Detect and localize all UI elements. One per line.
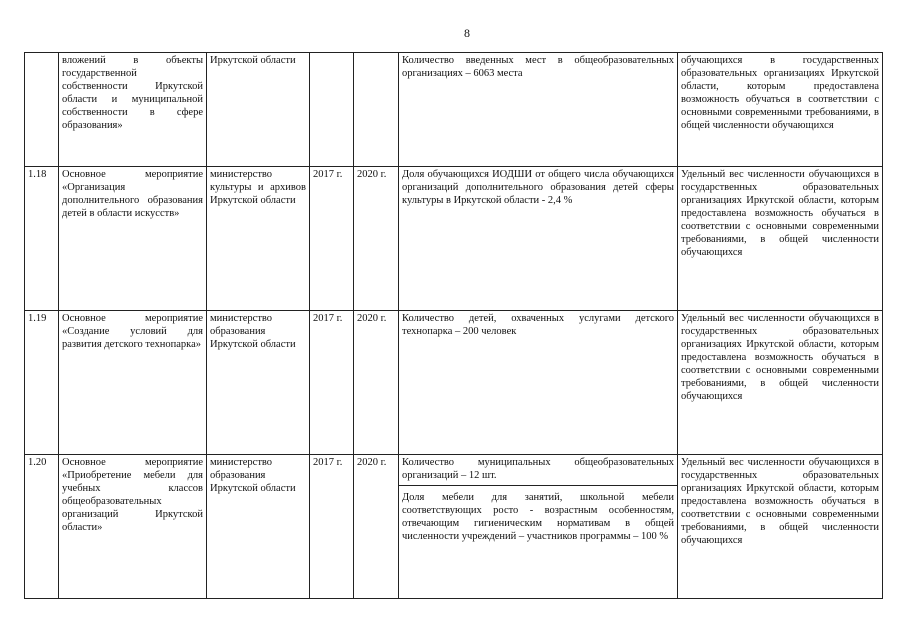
start-year-cell: 2017 г. — [310, 311, 354, 455]
result-cell — [399, 455, 678, 599]
table-row — [25, 311, 883, 455]
row-number-cell: 1.20 — [25, 455, 59, 599]
row-number-cell: 1.18 — [25, 167, 59, 311]
end-year-cell: 2020 г. — [354, 455, 399, 599]
result-text-secondary: Доля мебели для занятий, школьной мебели соответствующих росто - возрастным особенностям, отвечающим гигиеническим нормативам в общей численности учреждений – участников программы – 100 % — [399, 485, 677, 543]
end-year-cell: 2020 г. — [354, 167, 399, 311]
executor-cell: Иркутской области — [207, 53, 310, 167]
result-text: Количество муниципальных общеобразовательных организаций – 12 шт. — [402, 457, 674, 481]
indicator-cell: Удельный вес численности обучающихся в государственных образовательных организациях Иркутской области, которым предоставлена возможность обучаться в соответствии с основными современными требованиями, в общей численности обучающихся — [678, 455, 883, 599]
measure-name-cell: вложений в объекты государственной собственности Иркутской области и муниципальной собственности в сфере образования» — [59, 53, 207, 167]
indicator-cell: Удельный вес численности обучающихся в государственных образовательных организациях Иркутской области, которым предоставлена возможность обучаться в соответствии с основными современными требованиями, в общей численности обучающихся — [678, 311, 883, 455]
table-row — [25, 167, 883, 311]
result-cell: Количество введенных мест в общеобразовательных организациях – 6063 места — [399, 53, 678, 167]
executor-cell: министерство образования Иркутской области — [207, 311, 310, 455]
measure-name-cell: Основное мероприятие «Организация дополнительного образования детей в области искусств» — [59, 167, 207, 311]
measures-table — [24, 52, 883, 599]
measure-name-cell: Основное мероприятие «Приобретение мебели для учебных классов общеобразовательных организаций Иркутской области» — [59, 455, 207, 599]
table-row — [25, 455, 883, 599]
start-year-cell — [310, 53, 354, 167]
row-number-cell — [25, 53, 59, 167]
indicator-cell: обучающихся в государственных образовательных организациях Иркутской области, которым предоставлена возможность обучаться в соответствии с основными современными требованиями, в общей численности обучающихся — [678, 53, 883, 167]
row-number-cell: 1.19 — [25, 311, 59, 455]
result-cell: Доля обучающихся ИОДШИ от общего числа обучающихся организаций дополнительного образования детей сферы культуры в Иркутской области - 2,4 % — [399, 167, 678, 311]
end-year-cell: 2020 г. — [354, 311, 399, 455]
indicator-cell: Удельный вес численности обучающихся в государственных образовательных организациях Иркутской области, которым предоставлена возможность обучаться в соответствии с основными современными требованиями, в общей численности обучающихся — [678, 167, 883, 311]
executor-cell: министерство образования Иркутской области — [207, 455, 310, 599]
table-row — [25, 53, 883, 167]
measure-name-cell: Основное мероприятие «Создание условий для развития детского технопарка» — [59, 311, 207, 455]
end-year-cell — [354, 53, 399, 167]
start-year-cell: 2017 г. — [310, 455, 354, 599]
result-cell: Количество детей, охваченных услугами детского технопарка – 200 человек — [399, 311, 678, 455]
start-year-cell: 2017 г. — [310, 167, 354, 311]
page-number: 8 — [464, 26, 470, 40]
executor-cell: министерство культуры и архивов Иркутской области — [207, 167, 310, 311]
